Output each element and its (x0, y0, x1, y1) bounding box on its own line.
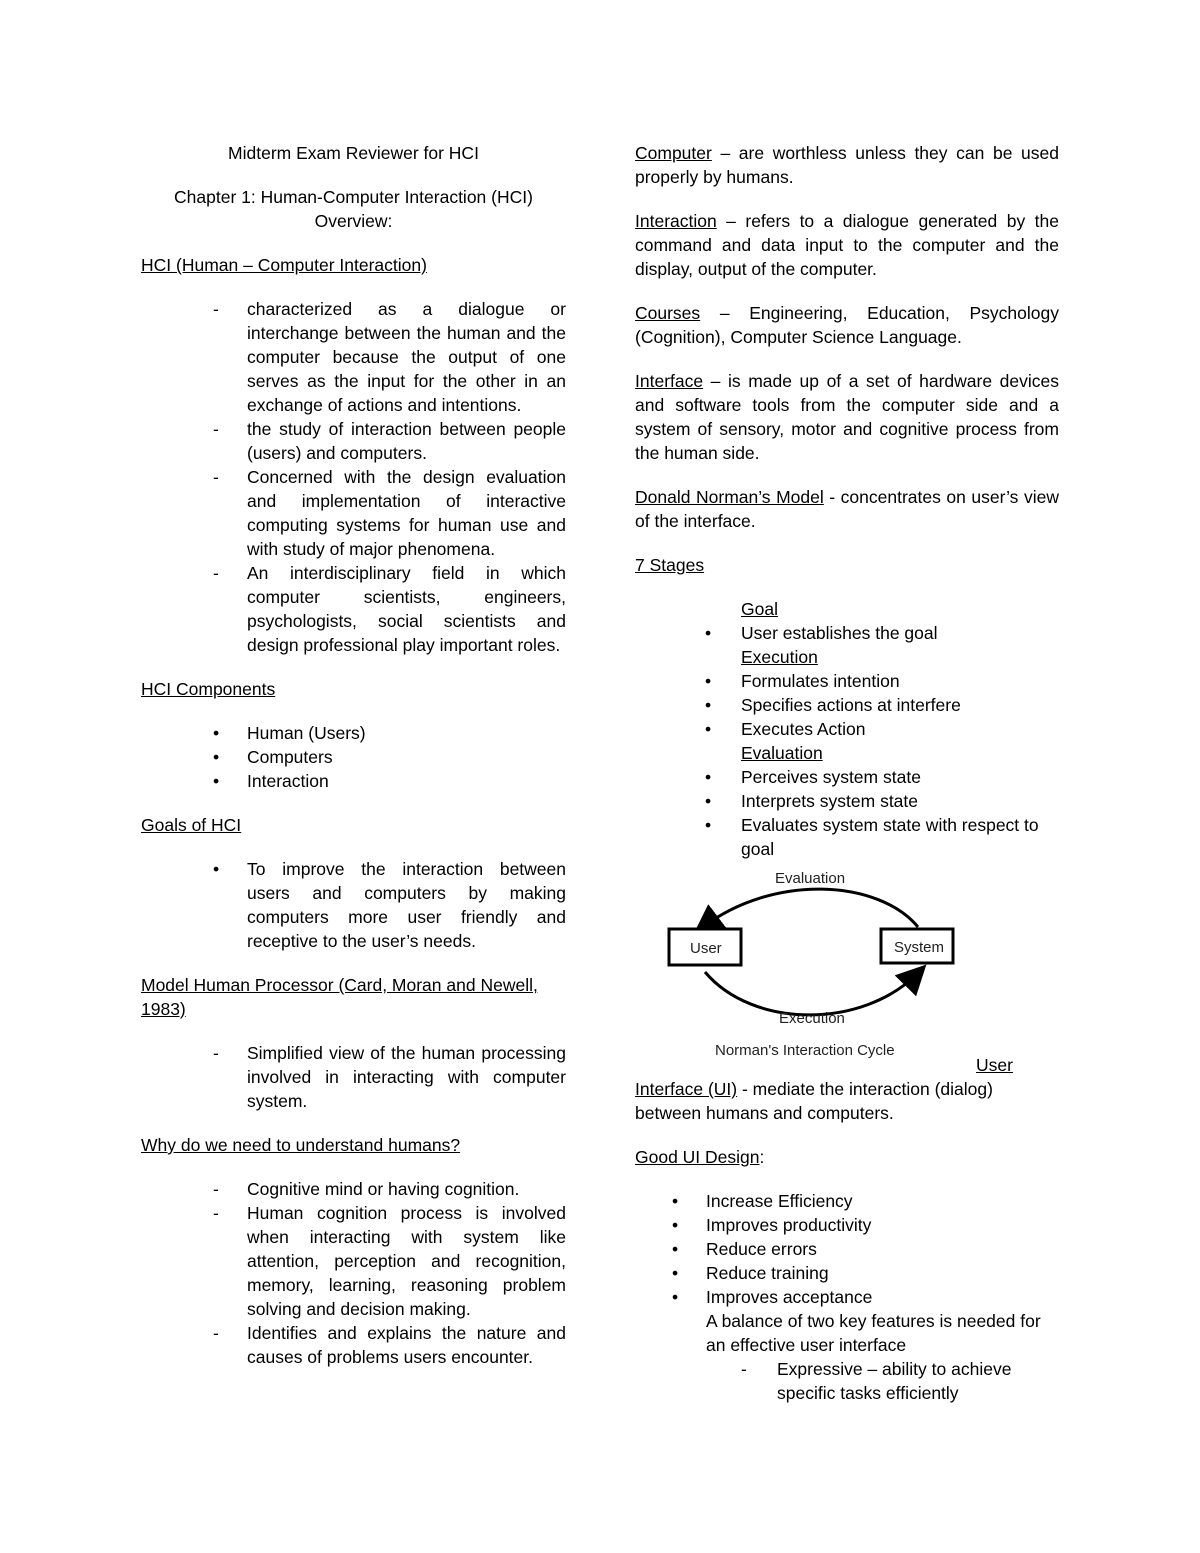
hci-definition-list (141, 297, 566, 657)
why-heading: Why do we need to understand humans? (141, 1135, 461, 1155)
courses-definition: Courses – Engineering, Education, Psychology (Cognition), Computer Science Language. (635, 303, 1059, 347)
list-item: • Formulates intention (705, 671, 900, 691)
list-item: - Simplified view of the human processing involved in interacting with computer system. (213, 1043, 566, 1111)
good-ui-heading: Good UI Design: (635, 1147, 765, 1167)
list-item: - Human cognition process is involved when interacting with system like attention, perception and recognition, memory, learning, reasoning problem solving and decision making. (213, 1203, 566, 1319)
list-item: • Increase Efficiency (672, 1191, 853, 1211)
stages-list (635, 597, 1059, 861)
user-box-label: User (690, 940, 722, 957)
list-item: - An interdisciplinary field in which computer scientists, engineers, psychologists, social scientists and design professional play important roles. (213, 563, 566, 655)
execution-subheading: Execution (741, 647, 818, 667)
left-column (141, 141, 566, 1369)
diagram-caption: Norman's Interaction Cycle (715, 1042, 895, 1059)
computer-definition: Computer – are worthless unless they can be used properly by humans. (635, 143, 1059, 187)
list-item: • To improve the interaction between users and computers by making computers more user friendly and receptive to the user’s needs. (213, 859, 566, 951)
good-ui-list (635, 1189, 1059, 1309)
list-item: • Improves acceptance (672, 1287, 873, 1307)
right-column (635, 141, 1059, 1405)
balance-note: A balance of two key features is needed for an effective user interface (706, 1311, 1041, 1355)
execution-label: Execution (779, 1010, 845, 1027)
list-item: - Identifies and explains the nature and causes of problems users encounter. (213, 1323, 566, 1367)
evaluation-label: Evaluation (775, 870, 846, 887)
list-item: • Interaction (213, 771, 329, 791)
list-item: - Concerned with the design evaluation and implementation of interactive computing systems for human use and with study of major phenomena. (213, 467, 566, 559)
list-item: • Interprets system state (705, 791, 919, 811)
list-item: • Improves productivity (672, 1215, 872, 1235)
list-item: • Perceives system state (705, 767, 921, 787)
components-list (141, 721, 566, 793)
system-box-label: System (894, 939, 945, 956)
list-item: • Reduce errors (672, 1239, 817, 1259)
list-item: • Computers (213, 747, 333, 767)
evaluation-subheading: Evaluation (741, 743, 823, 763)
list-item: • Specifies actions at interfere (705, 695, 961, 715)
list-item: • Reduce training (672, 1263, 829, 1283)
list-item: - the study of interaction between people (users) and computers. (213, 419, 566, 463)
why-list (141, 1177, 566, 1369)
list-item: - Cognitive mind or having cognition. (213, 1179, 520, 1199)
list-item: • Evaluates system state with respect to goal (705, 815, 1039, 859)
components-heading: HCI Components (141, 679, 276, 699)
list-item: • Executes Action (705, 719, 866, 739)
norman-model-definition: Donald Norman’s Model - concentrates on user’s view of the interface. (635, 487, 1059, 531)
goals-heading: Goals of HCI (141, 815, 242, 835)
evaluation-arrow (703, 889, 918, 927)
chapter-heading-line1: Chapter 1: Human-Computer Interaction (HCI) (174, 187, 533, 207)
list-item: - characterized as a dialogue or interchange between the human and the computer because the output of one serves as the input for the other in an exchange of actions and intentions. (213, 299, 566, 415)
list-item: • User establishes the goal (705, 623, 938, 643)
user-interface-definition: User Interface (UI) - mediate the interaction (dialog) between humans and computers. (635, 1055, 1013, 1123)
document-title: Midterm Exam Reviewer for HCI (228, 143, 479, 163)
stages-heading: 7 Stages (635, 555, 705, 575)
chapter-heading-line2: Overview: (314, 211, 393, 231)
mhp-list (141, 1041, 566, 1113)
expressive-item: - Expressive – ability to achieve specific tasks efficiently (741, 1359, 1012, 1403)
interaction-definition: Interaction – refers to a dialogue generated by the command and data input to the computer and the display, output of the computer. (635, 211, 1059, 279)
interaction-cycle-diagram (663, 869, 963, 1059)
execution-arrow (705, 972, 918, 1015)
goals-list (141, 857, 566, 953)
hci-heading: HCI (Human – Computer Interaction) (141, 255, 427, 275)
list-item: • Human (Users) (213, 723, 366, 743)
mhp-heading: Model Human Processor (Card, Moran and Newell, 1983) (141, 975, 538, 1019)
interface-definition: Interface – is made up of a set of hardware devices and software tools from the computer side and a system of sensory, motor and cognitive process from the human side. (635, 371, 1059, 463)
goal-subheading: Goal (741, 599, 778, 619)
